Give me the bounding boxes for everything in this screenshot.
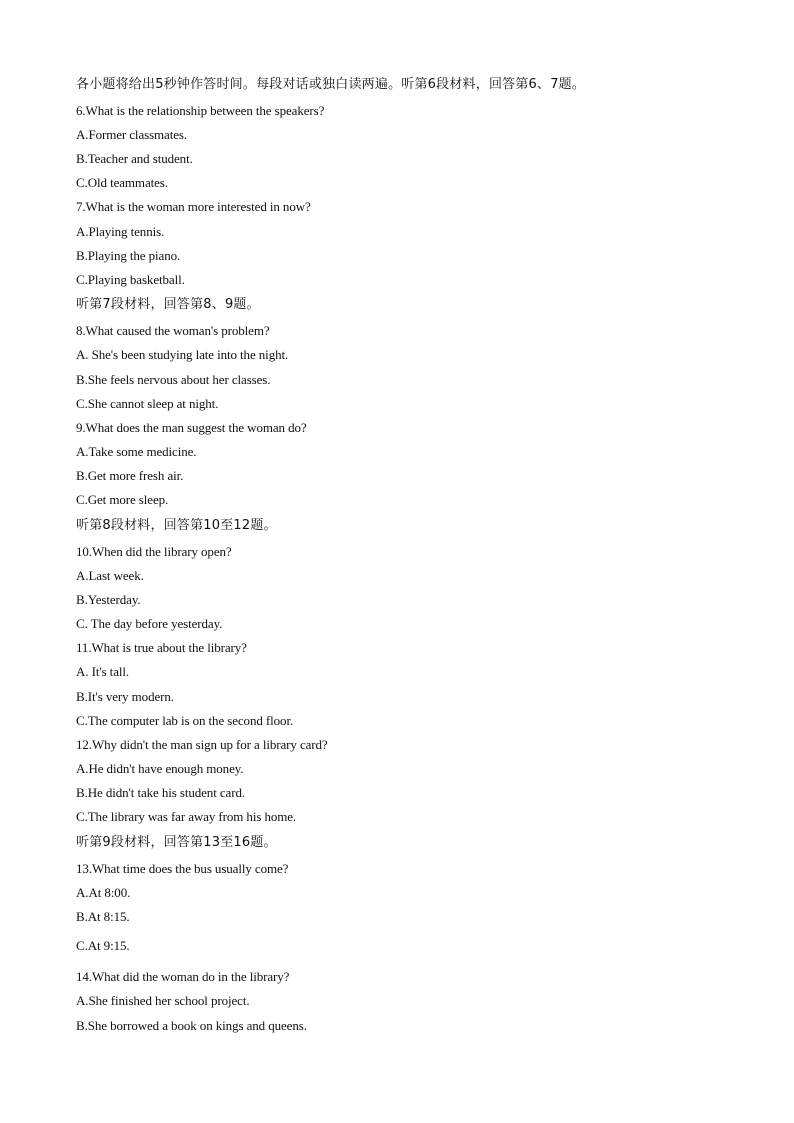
option-8c: C.She cannot sleep at night. <box>76 396 219 411</box>
option-8a: A. She's been studying late into the night. <box>76 347 289 362</box>
question-8: 8.What caused the woman's problem? <box>76 323 270 338</box>
question-11: 11.What is true about the library? <box>76 640 247 655</box>
option-13a: A.At 8:00. <box>76 885 131 900</box>
option-11b: B.It's very modern. <box>76 689 174 704</box>
option-9c: C.Get more sleep. <box>76 492 169 507</box>
section-heading-7: 听第7段材料，回答第8、9题。 <box>76 297 260 312</box>
question-12: 12.Why didn't the man sign up for a library card? <box>76 737 328 752</box>
section-instruction: 各小题将给出5秒钟作答时间。每段对话或独白读两遍。听第6段材料，回答第6、7题。 <box>76 77 586 92</box>
option-7a: A.Playing tennis. <box>76 224 165 239</box>
option-11c: C.The computer lab is on the second floor. <box>76 713 294 728</box>
option-11a: A. It's tall. <box>76 664 130 679</box>
option-12a: A.He didn't have enough money. <box>76 761 244 776</box>
option-9b: B.Get more fresh air. <box>76 468 184 483</box>
option-7c: C.Playing basketball. <box>76 272 185 287</box>
question-7: 7.What is the woman more interested in now? <box>76 199 311 214</box>
option-12c: C.The library was far away from his home. <box>76 809 297 824</box>
option-9a: A.Take some medicine. <box>76 444 197 459</box>
question-10: 10.When did the library open? <box>76 544 232 559</box>
question-14: 14.What did the woman do in the library? <box>76 969 290 984</box>
section-heading-8: 听第8段材料，回答第10至12题。 <box>76 518 277 533</box>
option-13b: B.At 8:15. <box>76 909 130 924</box>
option-10c: C. The day before yesterday. <box>76 616 223 631</box>
option-7b: B.Playing the piano. <box>76 248 181 263</box>
option-6c: C.Old teammates. <box>76 175 168 190</box>
option-14a: A.She finished her school project. <box>76 993 250 1008</box>
option-6a: A.Former classmates. <box>76 127 188 142</box>
option-6b: B.Teacher and student. <box>76 151 193 166</box>
question-9: 9.What does the man suggest the woman do? <box>76 420 307 435</box>
option-12b: B.He didn't take his student card. <box>76 785 245 800</box>
section-heading-9: 听第9段材料，回答第13至16题。 <box>76 835 277 850</box>
option-14b: B.She borrowed a book on kings and queens. <box>76 1018 307 1033</box>
question-13: 13.What time does the bus usually come? <box>76 861 289 876</box>
question-6: 6.What is the relationship between the speakers? <box>76 103 325 118</box>
option-10a: A.Last week. <box>76 568 144 583</box>
option-8b: B.She feels nervous about her classes. <box>76 372 271 387</box>
option-10b: B.Yesterday. <box>76 592 141 607</box>
option-13c: C.At 9:15. <box>76 938 130 953</box>
